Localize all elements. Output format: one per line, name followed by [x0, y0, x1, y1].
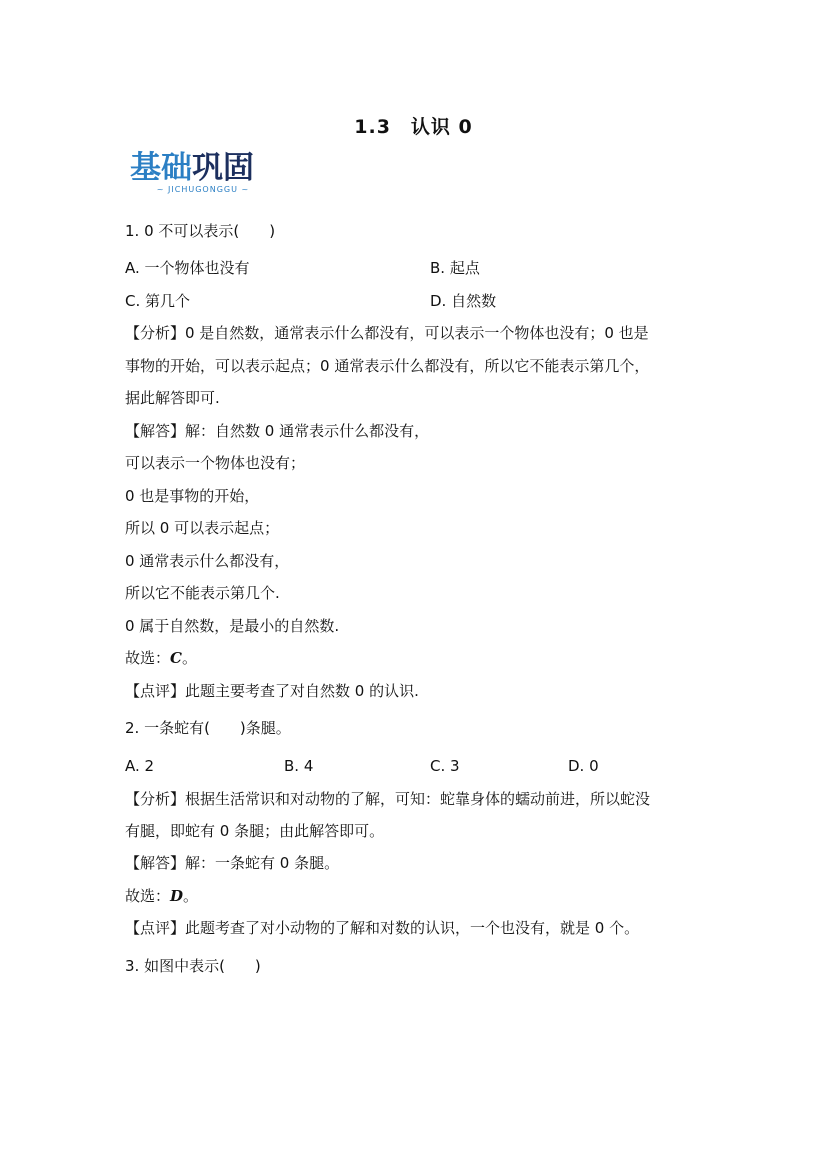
q1-solution-line: 可以表示一个物体也没有； — [125, 454, 306, 472]
q1-solution-line: 所以它不能表示第几个. — [125, 584, 280, 602]
q2-stem: 2. 一条蛇有( )条腿。 — [125, 719, 291, 737]
choice-letter: C — [170, 649, 182, 667]
q1-analysis-line: 据此解答即可. — [125, 389, 220, 407]
q2-analysis-line: 有腿，即蛇有 0 条腿；由此解答即可。 — [125, 822, 385, 840]
q3-stem: 3. 如图中表示( ) — [125, 957, 261, 975]
q1-option-b: B. 起点 — [430, 259, 480, 277]
q1-option-a: A. 一个物体也没有 — [125, 259, 250, 277]
choice-suffix: 。 — [183, 887, 199, 905]
q1-solution-line: 【解答】解：自然数 0 通常表示什么都没有， — [125, 422, 430, 440]
logo-text-b: 巩固 — [192, 150, 254, 186]
logo-text — [130, 150, 254, 186]
q2-option-d: D. 0 — [568, 757, 599, 775]
q1-analysis-line: 【分析】0 是自然数，通常表示什么都没有，可以表示一个物体也没有；0 也是 — [125, 324, 649, 342]
q2-option-b: B. 4 — [284, 757, 314, 775]
q2-solution: 【解答】解：一条蛇有 0 条腿。 — [125, 854, 340, 872]
logo-text-a: 基础 — [130, 150, 192, 186]
q1-option-c: C. 第几个 — [125, 292, 191, 310]
logo-subtitle: ~ JICHUGONGGU ~ — [156, 185, 250, 194]
choice-prefix: 故选： — [125, 649, 171, 667]
choice-letter: D — [170, 887, 184, 905]
q1-option-d: D. 自然数 — [430, 292, 497, 310]
q2-option-a: A. 2 — [125, 757, 155, 775]
q1-choice — [125, 648, 197, 668]
q1-solution-line: 所以 0 可以表示起点； — [125, 519, 280, 537]
q2-option-c: C. 3 — [430, 757, 460, 775]
q1-solution-line: 0 属于自然数，是最小的自然数. — [125, 617, 340, 635]
choice-suffix: 。 — [181, 649, 197, 667]
q1-solution-line: 0 也是事物的开始， — [125, 487, 260, 505]
q2-comment: 【点评】此题考查了对小动物的了解和对数的认识，一个也没有，就是 0 个。 — [125, 919, 640, 937]
section-logo — [130, 150, 275, 198]
q1-analysis-line: 事物的开始，可以表示起点；0 通常表示什么都没有，所以它不能表示第几个， — [125, 357, 650, 375]
q2-analysis-line: 【分析】根据生活常识和对动物的了解，可知：蛇靠身体的蠕动前进，所以蛇没 — [125, 790, 651, 808]
choice-prefix: 故选： — [125, 887, 171, 905]
q1-solution-line: 0 通常表示什么都没有， — [125, 552, 290, 570]
q1-comment: 【点评】此题主要考查了对自然数 0 的认识. — [125, 682, 419, 700]
q1-stem: 1. 0 不可以表示( ) — [125, 222, 276, 240]
page-title: 1.3 认识 0 — [354, 116, 473, 138]
q2-choice — [125, 886, 198, 906]
